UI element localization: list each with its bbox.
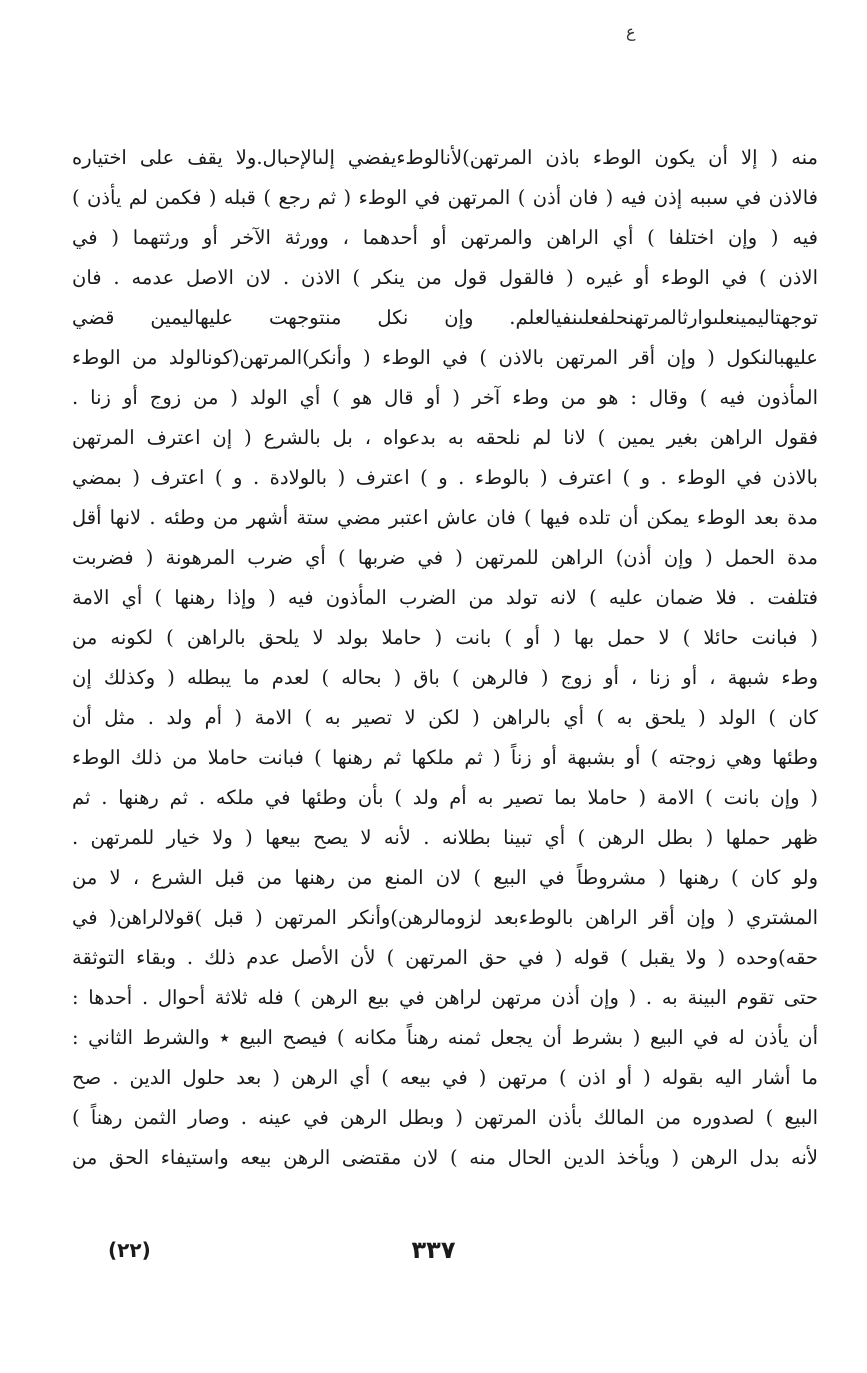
text-line: كان ) الولد ( يلحق به ) أي بالراهن ( لكن لا تصير به ) الامة ( أم ولد . مثل أن bbox=[72, 706, 818, 729]
body-text bbox=[72, 138, 818, 1178]
text-line: أن يأذن له في البيع ( بشرط أن يجعل ثمنه رهناً مكانه ) فيصح البيع ٭ والشرط الثاني : bbox=[72, 1026, 818, 1049]
signature-number: (٢٢) bbox=[108, 1238, 151, 1262]
text-line: ( وإن بانت ) الامة ( حاملا بما تصير به أم ولد ) بأن وطئها في ملكه . ثم رهنها . ثم bbox=[72, 786, 818, 809]
text-line: المشتري ( وإن أقر الراهن بالوطءبعد لزومالرهن)وأنكر المرتهن ( قبل )قولالراهن( في bbox=[72, 906, 818, 929]
text-line: فتلفت . فلا ضمان عليه ) لانه تولد من الضرب المأذون فيه ( وإذا رهنها ) أي الامة bbox=[72, 586, 818, 609]
page-footer bbox=[0, 1230, 867, 1270]
text-line: ما أشار اليه بقوله ( أو اذن ) مرتهن ( في بيعه ) أي الرهن ( بعد حلول الدين . صح bbox=[72, 1066, 818, 1089]
text-line: مدة بعد الوطء يمكن أن تلده فيها ) فان عاش اعتبر مضي ستة أشهر من وطئه . لانها أقل bbox=[72, 506, 818, 529]
text-line: بالاذن في الوطء . و ) اعترف ( بالوطء . و ) اعترف ( بالولادة . و ) اعترف ( بمضي bbox=[72, 466, 818, 489]
text-line: فقول الراهن بغير يمين ) لانا لم نلحقه به بدعواه ، بل بالشرع ( إن اعترف المرتهن bbox=[72, 426, 818, 449]
text-line: فالاذن في سببه إذن فيه ( فان أذن ) المرتهن في الوطء ( ثم رجع ) قبله ( فكمن لم يأذن ) bbox=[72, 186, 818, 209]
text-line: مدة الحمل ( وإن أذن) الراهن للمرتهن ( في ضربها ) أي ضرب المرهونة ( فضربت bbox=[72, 546, 818, 569]
text-line: وطئها وهي زوجته ) أو بشبهة أو زناً ( ثم ملكها ثم رهنها ) فبانت حاملا من ذلك الوطء bbox=[72, 746, 818, 769]
text-line: حتى تقوم البينة به . ( وإن أذن مرتهن لراهن في بيع الرهن ) فله ثلاثة أحوال . أحدها : bbox=[72, 986, 818, 1009]
page-number: ٣٣٧ bbox=[411, 1236, 456, 1264]
text-line: عليهبالنكول ( وإن أقر المرتهن بالاذن ) في الوطء ( وأنكر)المرتهن(كونالولد من الوطء bbox=[72, 346, 818, 369]
text-line: الاذن ) في الوطء أو غيره ( فالقول قول من ينكر ) الاذن . لان الاصل عدمه . فان bbox=[72, 266, 818, 289]
text-line: حقه)وحده ( ولا يقبل ) قوله ( في حق المرتهن ) لأن الأصل عدم ذلك . وبقاء التوثقة bbox=[72, 946, 818, 969]
text-line: البيع ) لصدوره من المالك بأذن المرتهن ( وبطل الرهن في عينه . وصار الثمن رهناً ) bbox=[72, 1106, 818, 1129]
text-line: وطء شبهة ، أو زنا ، أو زوج ( فالرهن ) باق ( بحاله ) لعدم ما يبطله ( وكذلك إن bbox=[72, 666, 818, 689]
top-page-mark: ع bbox=[626, 22, 636, 41]
text-line: ( فبانت حائلا ) لا حمل بها ( أو ) بانت ( حاملا بولد لا يلحق بالراهن ) لكونه من bbox=[72, 626, 818, 649]
text-line: منه ( إلا أن يكون الوطء باذن المرتهن)لأنالوطءيفضي إلىالإحبال.ولا يقف على اختياره bbox=[72, 146, 818, 169]
text-line: ولو كان ) رهنها ( مشروطاً في البيع ) لان المنع من رهنها من قبل الشرع ، لا من bbox=[72, 866, 818, 889]
text-line: فيه ( وإن اختلفا ) أي الراهن والمرتهن أو أحدهما ، وورثة الآخر أو ورثتهما ( في bbox=[72, 226, 818, 249]
text-line: توجهتاليمينعلىوارثالمرتهنحلفعلىنفيالعلم. وإن نكل منتوجهت عليهاليمين قضي bbox=[72, 306, 818, 329]
text-line: المأذون فيه ) وقال : هو من وطء آخر ( أو قال هو ) أي الولد ( من زوج أو زنا . bbox=[72, 386, 818, 409]
text-line: لأنه بدل الرهن ( ويأخذ الدين الحال منه ) لان مقتضى الرهن بيعه واستيفاء الحق من bbox=[72, 1146, 818, 1169]
text-line: ظهر حملها ( بطل الرهن ) أي تبينا بطلانه . لأنه لا يصح بيعها ( ولا خيار للمرتهن . bbox=[72, 826, 818, 849]
